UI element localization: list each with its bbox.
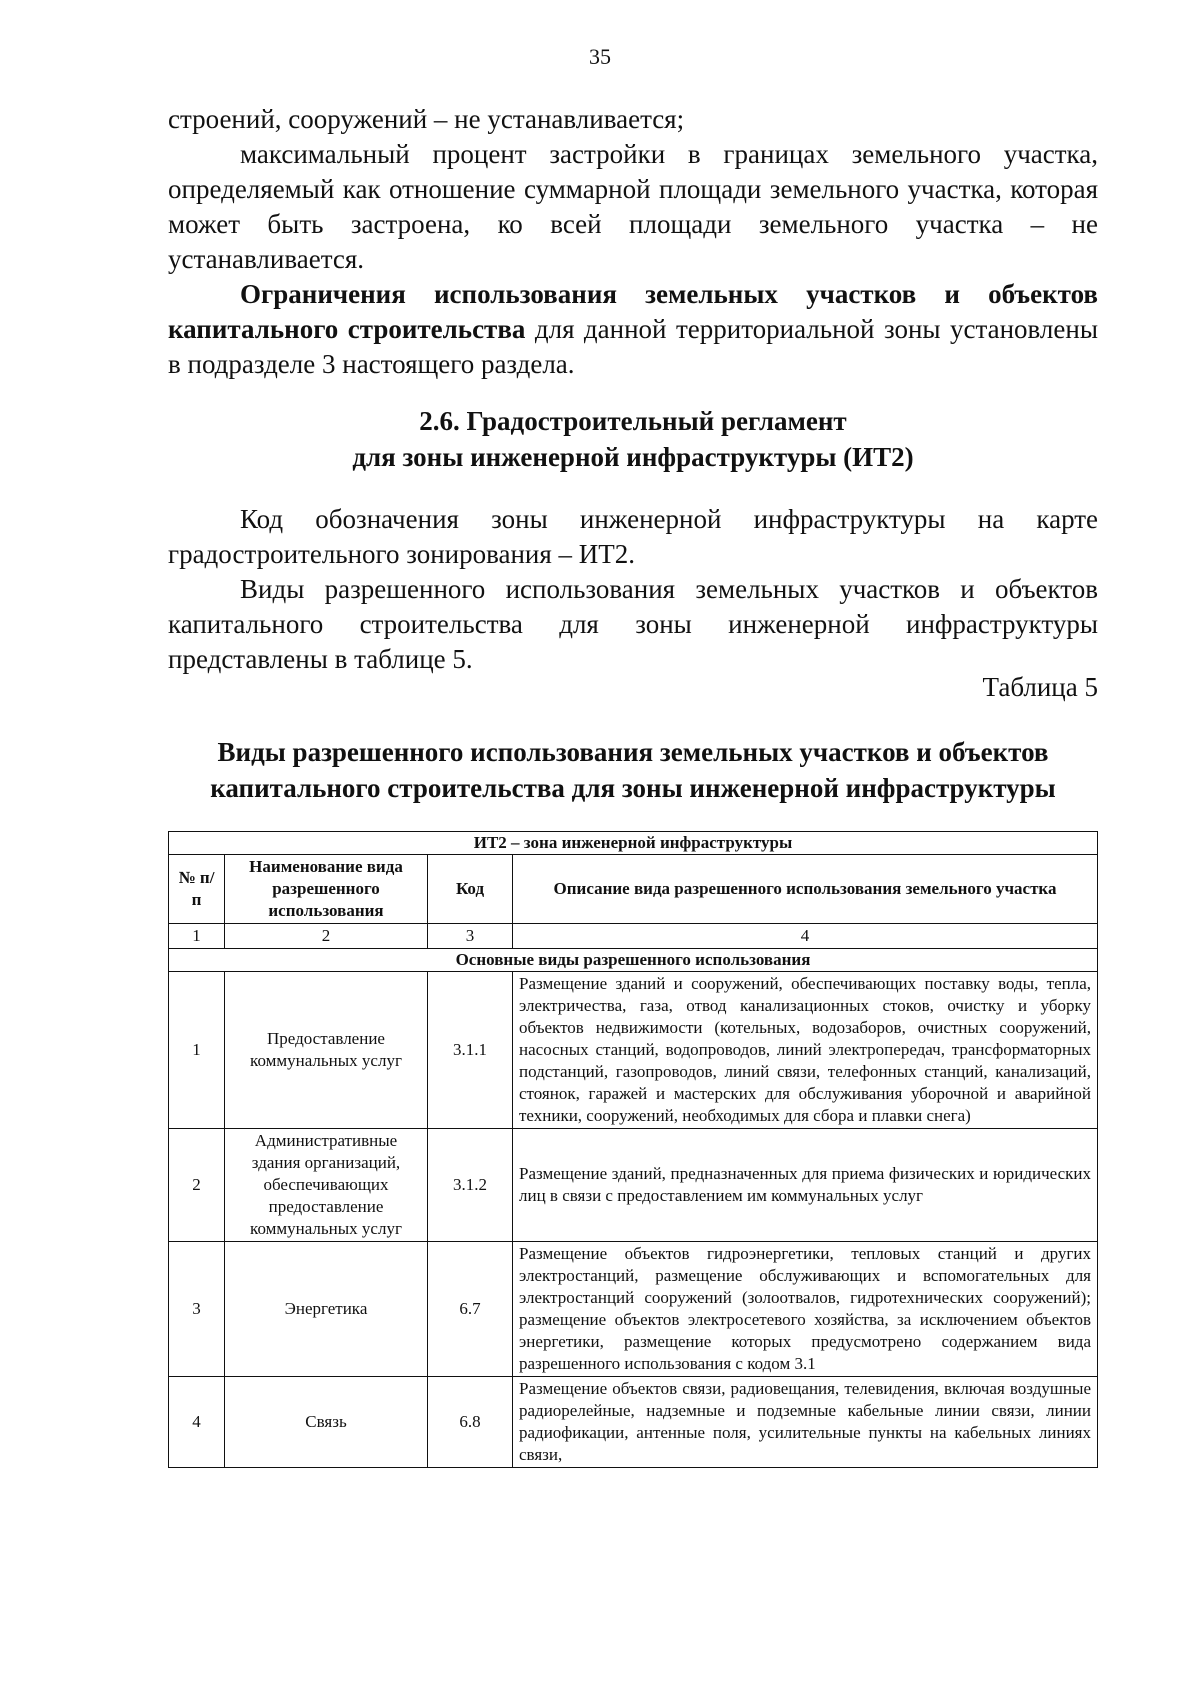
row-code: 3.1.2 [428, 1129, 513, 1242]
table-number: Таблица 5 [982, 672, 1098, 702]
table-row [169, 1377, 1098, 1468]
intro-text [168, 102, 1098, 382]
row-number: 3 [169, 1242, 225, 1377]
body-text [168, 502, 1098, 677]
table-title [168, 734, 1098, 806]
intro-paragraph-3 [168, 277, 1098, 382]
zone-header: ИТ2 – зона инженерной инфраструктуры [169, 832, 1098, 855]
table-title-line-2: капитального строительства для зоны инженерной инфраструктуры [210, 773, 1056, 803]
page-number: 35 [589, 44, 611, 69]
permitted-uses-table [168, 831, 1098, 1468]
row-number: 2 [169, 1129, 225, 1242]
table-row [169, 1242, 1098, 1377]
section-title-row [169, 949, 1098, 972]
row-name: Административные здания организаций, обеспечивающих предоставление коммунальных услуг [225, 1129, 428, 1242]
row-name: Энергетика [225, 1242, 428, 1377]
row-description: Размещение зданий, предназначенных для приема физических и юридических лиц в связи с предоставлением им коммунальных услуг [513, 1129, 1098, 1242]
row-code: 3.1.1 [428, 972, 513, 1129]
column-number: 2 [225, 924, 428, 949]
section-heading-line-2: для зоны инженерной инфраструктуры (ИТ2) [352, 442, 914, 472]
column-number: 3 [428, 924, 513, 949]
column-header-row [169, 855, 1098, 924]
row-name: Связь [225, 1377, 428, 1468]
header-name: Наименование вида разрешенного использования [225, 855, 428, 924]
row-description: Размещение объектов связи, радиовещания, телевидения, включая воздушные радиорелейные, надземные и подземные кабельные линии связи, линии радиофикации, антенные поля, усилительные пункты на кабельных линиях связи, [513, 1377, 1098, 1468]
column-number: 1 [169, 924, 225, 949]
permitted-uses-paragraph: Виды разрешенного использования земельных участков и объектов капитального строительства для зоны инженерной инфраструктуры представлены в таблице 5. [168, 574, 1098, 674]
section-title: Основные виды разрешенного использования [169, 949, 1098, 972]
zone-code-paragraph: Код обозначения зоны инженерной инфраструктуры на карте градостроительного зонирования – ИТ2. [168, 504, 1098, 569]
row-description: Размещение зданий и сооружений, обеспечивающих поставку воды, тепла, электричества, газа, отвод канализационных стоков, очистку и уборку объектов недвижимости (котельных, водозаборов, очистных сооружений, насосных станций, водопроводов, линий электропередач, трансформаторных подстанций, газопроводов, линий связи, телефонных станций, канализаций, стоянок, гаражей и мастерских для обслуживания уборочной и аварийной техники, сооружений, необходимых для сбора и плавки снега) [513, 972, 1098, 1129]
header-description: Описание вида разрешенного использования земельного участка [513, 855, 1098, 924]
zone-header-row [169, 832, 1098, 855]
header-code: Код [428, 855, 513, 924]
row-description: Размещение объектов гидроэнергетики, тепловых станций и других электростанций, размещение обслуживающих и вспомогательных для электростанций сооружений (золоотвалов, гидротехнических сооружений); размещение объектов электросетевого хозяйства, за исключением объектов энергетики, размещение которых предусмотрено содержанием вида разрешенного использования с кодом 3.1 [513, 1242, 1098, 1377]
table-title-line-1: Виды разрешенного использования земельных участков и объектов [217, 737, 1049, 767]
row-name: Предоставление коммунальных услуг [225, 972, 428, 1129]
row-code: 6.7 [428, 1242, 513, 1377]
restrictions-bold-text: Ограничения использования земельных участков и объектов капитального строительства [168, 279, 1098, 344]
table-row [169, 972, 1098, 1129]
restrictions-text: для данной территориальной зоны установлены в подразделе 3 настоящего раздела. [168, 314, 1098, 379]
section-heading [168, 403, 1098, 475]
intro-paragraph-1: строений, сооружений – не устанавливается; [168, 104, 685, 134]
row-code: 6.8 [428, 1377, 513, 1468]
row-number: 1 [169, 972, 225, 1129]
intro-paragraph-2: максимальный процент застройки в границах земельного участка, определяемый как отношение суммарной площади земельного участка, которая может быть застроена, ко всей площади земельного участка – не устанавливается. [168, 139, 1098, 274]
column-number-row [169, 924, 1098, 949]
row-number: 4 [169, 1377, 225, 1468]
header-number: № п/п [169, 855, 225, 924]
section-heading-line-1: 2.6. Градостроительный регламент [419, 406, 847, 436]
table-row [169, 1129, 1098, 1242]
column-number: 4 [513, 924, 1098, 949]
